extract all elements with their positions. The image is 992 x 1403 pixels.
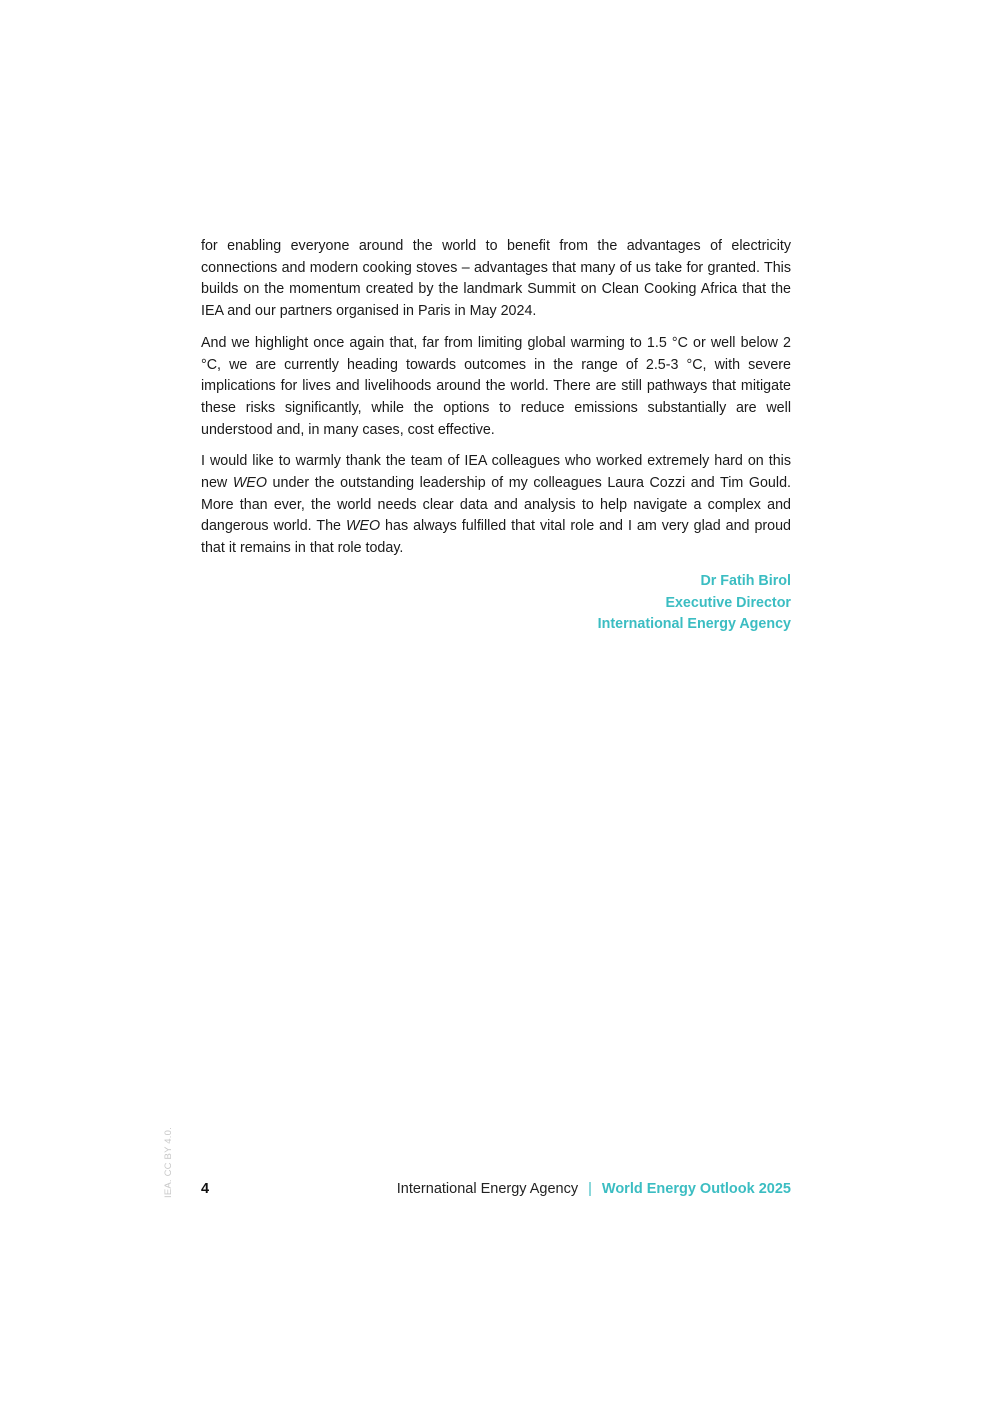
signature-name: Dr Fatih Birol [700,573,791,589]
page-number: 4 [201,1181,210,1197]
footer-organisation: International Energy Agency [396,1181,579,1197]
paragraph-3 [201,451,791,560]
paragraph-2: And we highlight once again that, far from limiting global warming to 1.5 °C or well below 2 °C, we are currently heading towards outcomes in the range of 2.5-3 °C, with severe implications for lives and livelihoods around the world. There are still pathways that mitigate these risks significantly, while the options to reduce emissions substantially are well understood and, in many cases, cost effective. [201,334,791,438]
license-note: IEA. CC BY 4.0. [163,1127,174,1198]
weo-italic-2: WEO [345,518,381,535]
footer-credit [397,1181,791,1197]
weo-italic-1: WEO [232,475,267,492]
signature-organisation: International Energy Agency [597,616,791,633]
paragraph-3-part-3: has always fulfilled that vital role and I am very glad and proud that it remains in that role today. [201,518,792,557]
footer-publication: World Energy Outlook 2025 [601,1181,791,1197]
paragraph-1: for enabling everyone around the world to benefit from the advantages of electricity connections and modern cooking stoves – advantages that many of us take for granted. This builds on the momentum created by the landmark Summit on Clean Cooking Africa that the IEA and our partners organised in Paris in May 2024. [201,238,791,320]
paragraph-3-part-2: under the outstanding leadership of my colleagues Laura Cozzi and Tim Gould. More than ever, the world needs clear data and analysis to help navigate a complex and dangerous world. The [201,475,791,535]
footer-separator: | [588,1181,592,1197]
paragraph-3-part-1: I would like to warmly thank the team of IEA colleagues who worked extremely hard on this new [201,453,791,492]
page-footer [201,1181,791,1203]
signature-title: Executive Director [665,594,791,611]
signature-block [598,571,791,636]
body-text [201,236,791,570]
